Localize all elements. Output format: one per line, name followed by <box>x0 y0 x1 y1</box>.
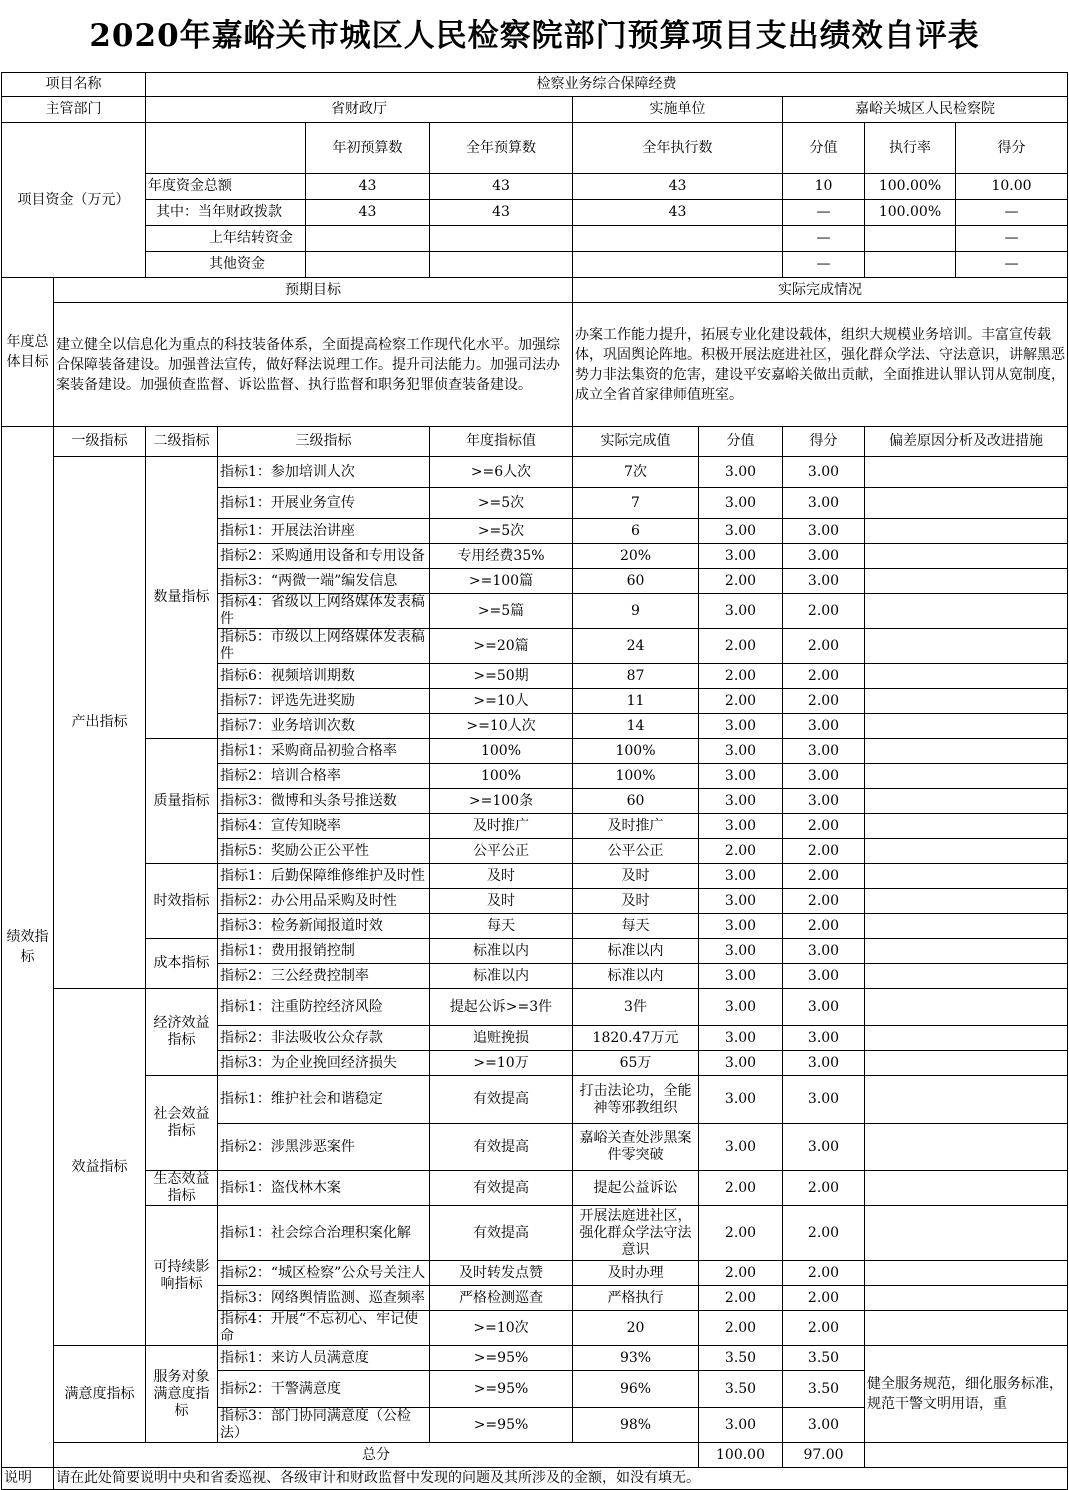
initial-budget-header: 年初预算数 <box>306 123 430 174</box>
table-row: 指标7：评选先进奖励 >=10人 11 2.00 2.00 <box>2 689 1068 714</box>
table-row: 效益指标 经济效益指标 指标1：注重防控经济风险 提起公诉>=3件 3件 3.00 3.00 <box>2 989 1068 1026</box>
lv2-quantity: 数量指标 <box>146 457 218 739</box>
table-row: 满意度指标 服务对象满意度指标 指标1：来访人员满意度 >=95% 93% 3.50 3.50 健全服务规范，细化服务标准，规范干警文明用语，重 <box>2 1346 1068 1371</box>
table-row: 指标1：开展业务宣传 >=5次 7 3.00 3.00 <box>2 488 1068 519</box>
project-name-label: 项目名称 <box>2 73 146 97</box>
table-row: 指标2：三公经费控制率 标准以内 标准以内 3.00 3.00 <box>2 964 1068 989</box>
score-header-2: 得分 <box>783 427 865 457</box>
table-row: 指标6：视频培训期数 >=50期 87 2.00 2.00 <box>2 664 1068 689</box>
table-row: 指标3：检务新闻报道时效 每天 每天 3.00 2.00 <box>2 914 1068 939</box>
table-row: 指标5：奖励公正公平性 公平公正 公平公正 2.00 2.00 <box>2 839 1068 864</box>
table-row: 指标3：微博和头条号推送数 >=100条 60 3.00 3.00 <box>2 789 1068 814</box>
note-label: 说明 <box>2 1468 54 1490</box>
lv2-quality: 质量指标 <box>146 739 218 864</box>
deviation-header: 偏差原因分析及改进措施 <box>865 427 1068 457</box>
annual-budget-header: 全年预算数 <box>430 123 573 174</box>
rate-score-header <box>865 123 1067 173</box>
table-row: 指标3：部门协同满意度（公检法） >=95% 98% 3.00 3.00 <box>2 1408 1068 1443</box>
impl-unit-value: 嘉峪关城区人民检察院 <box>783 97 1068 123</box>
total-row <box>2 1443 1068 1468</box>
note-row <box>2 1468 1068 1490</box>
table-row: 指标4：省级以上网络媒体发表稿件 >=5篇 9 3.00 2.00 <box>2 594 1068 629</box>
table-row: 指标2：非法吸收公众存款 追赃挽损 1820.47万元 3.00 3.00 <box>2 1026 1068 1051</box>
perf-label: 绩效指标 <box>2 427 54 1468</box>
goal-section-label: 年度总体目标 <box>2 278 54 427</box>
total-label: 总分 <box>54 1443 699 1468</box>
page-title: 2020年嘉峪关市城区人民检察院部门预算项目支出绩效自评表 <box>89 18 980 54</box>
lv2-service-satisfaction: 服务对象满意度指标 <box>146 1346 218 1443</box>
table-row: 指标2：涉黑涉恶案件 有效提高 嘉峪关查处涉黑案件零突破 3.00 3.00 <box>2 1124 1068 1171</box>
expected-goal-text: 建立健全以信息化为重点的科技装备体系，全面提高检察工作现代化水平。加强综合保障装备建设。加强普法宣传，做好释法说理工作。提升司法能力。加强司法办案装备建设。加强侦查监督、诉讼监督、执行监督和职务犯罪侦查装备建设。 <box>54 303 573 427</box>
value-header: 分值 <box>699 427 783 457</box>
exec-rate-header: 执行率 <box>865 123 956 173</box>
lv2-social: 社会效益指标 <box>146 1076 218 1171</box>
score-header: 得分 <box>997 139 1026 156</box>
table-row: 时效指标 指标1：后勤保障维修维护及时性 及时 及时 3.00 2.00 <box>2 864 1068 889</box>
table-row: 生态效益指标 指标1：盗伐林木案 有效提高 提起公益诉讼 2.00 2.00 <box>2 1171 1068 1206</box>
evaluation-table <box>1 72 1068 1490</box>
table-row: 指标4：开展“不忘初心、牢记使命 >=10次 20 2.00 2.00 <box>2 1311 1068 1346</box>
funds-header-blank <box>146 123 306 174</box>
lv2-economic: 经济效益指标 <box>146 989 218 1076</box>
lv2-timeliness: 时效指标 <box>146 864 218 939</box>
table-row: 指标5：市级以上网络媒体发表稿件 >=20篇 24 2.00 2.00 <box>2 629 1068 664</box>
table-row: 指标7：业务培训次数 >=10人次 14 3.00 3.00 <box>2 714 1068 739</box>
lv1-header: 一级指标 <box>54 427 146 457</box>
expected-goal-header: 预期目标 <box>54 278 573 303</box>
table-row: 指标2：采购通用设备和专用设备 专用经费35% 20% 3.00 3.00 <box>2 544 1068 569</box>
funds-label: 项目资金（万元） <box>2 123 146 278</box>
total-value: 100.00 <box>699 1443 783 1468</box>
table-row: 指标2：办公用品采购及时性 及时 及时 3.00 2.00 <box>2 889 1068 914</box>
table-row: 社会效益指标 指标1：维护社会和谐稳定 有效提高 打击法论功，全能神等邪教组织 3.00 3.00 <box>2 1076 1068 1124</box>
lv1-satisfaction: 满意度指标 <box>54 1346 146 1443</box>
department-label: 主管部门 <box>2 97 146 123</box>
lv3-header: 三级指标 <box>218 427 430 457</box>
actual-completion-header: 实际完成情况 <box>573 278 1068 303</box>
table-row: 成本指标 指标1：费用报销控制 标准以内 标准以内 3.00 3.00 <box>2 939 1068 964</box>
actual-header: 实际完成值 <box>573 427 699 457</box>
table-row: 指标2：培训合格率 100% 100% 3.00 3.00 <box>2 764 1068 789</box>
table-row: 质量指标 指标1：采购商品初验合格率 100% 100% 3.00 3.00 <box>2 739 1068 764</box>
target-header: 年度指标值 <box>430 427 573 457</box>
table-row: 产出指标 数量指标 指标1：参加培训人次 >=6人次 7次 3.00 3.00 <box>2 457 1068 488</box>
deviation-text: 健全服务规范，细化服务标准，规范干警文明用语，重 <box>865 1346 1068 1443</box>
funds-row: 年度资金总额 43 43 43 10 100.00% 10.00 <box>2 174 1068 200</box>
score-value-header: 分值 <box>783 123 865 174</box>
lv1-benefit: 效益指标 <box>54 989 146 1346</box>
funds-row: 其他资金 — — <box>2 252 1068 278</box>
lv2-header: 二级指标 <box>146 427 218 457</box>
table-row: 指标1：开展法治讲座 >=5次 6 3.00 3.00 <box>2 519 1068 544</box>
table-row: 指标2：干警满意度 >=95% 96% 3.50 3.50 <box>2 1371 1068 1408</box>
lv2-sustainable: 可持续影响指标 <box>146 1206 218 1346</box>
lv1-output: 产出指标 <box>54 457 146 989</box>
lv2-ecological: 生态效益指标 <box>146 1171 218 1206</box>
table-row: 指标2：“城区检察”公众号关注人 及时转发点赞 及时办理 2.00 2.00 <box>2 1261 1068 1286</box>
actual-completion-text: 办案工作能力提升，拓展专业化建设载体，组织大规模业务培训。丰富宣传载体，巩固舆论阵地。积极开展法庭进社区，强化群众学法、守法意识，讲解黑恶势力非法集资的危害，建设平安嘉峪关做出贡献，全面推进认罪认罚从宽制度，成立全省首家律师值班室。 <box>573 303 1068 427</box>
note-text: 请在此处简要说明中央和省委巡视、各级审计和财政监督中发现的问题及其所涉及的金额，如没有填无。 <box>54 1468 1068 1490</box>
table-row: 指标3：“两微一端”编发信息 >=100篇 60 2.00 3.00 <box>2 569 1068 594</box>
impl-unit-label: 实施单位 <box>573 97 783 123</box>
table-row: 指标4：宣传知晓率 及时推广 及时推广 3.00 2.00 <box>2 814 1068 839</box>
funds-row: 上年结转资金 — — <box>2 226 1068 252</box>
table-row: 可持续影响指标 指标1：社会综合治理积案化解 有效提高 开展法庭进社区，强化群众学法守法意识 2.00 2.00 <box>2 1206 1068 1261</box>
funds-row: 其中：当年财政拨款 43 43 43 — 100.00% — <box>2 200 1068 226</box>
annual-exec-header: 全年执行数 <box>573 123 783 174</box>
table-row: 指标3：为企业挽回经济损失 >=10万 65万 3.00 3.00 <box>2 1051 1068 1076</box>
department-value: 省财政厅 <box>146 97 573 123</box>
table-row: 指标3：网络舆情监测、巡查频率 严格检测巡查 严格执行 2.00 2.00 <box>2 1286 1068 1311</box>
project-name-value: 检察业务综合保障经费 <box>146 73 1068 97</box>
lv2-cost: 成本指标 <box>146 939 218 989</box>
total-score: 97.00 <box>783 1443 865 1468</box>
